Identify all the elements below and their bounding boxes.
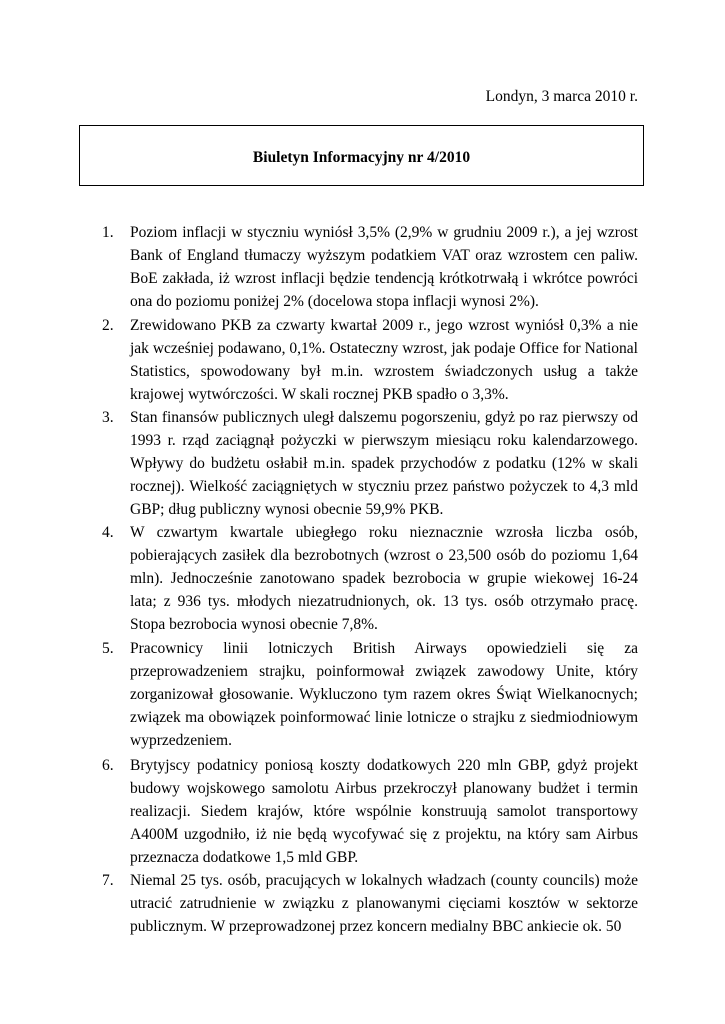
list-item xyxy=(102,522,638,637)
list-item-text: Niemal 25 tys. osób, pracujących w lokalnych władzach (county councils) może utracić zatrudnienie w związku z planowanymi cięciami kosztów w sektorze publicznym. W przeprowadzonej przez koncern medialny BBC ankiecie ok. 50 xyxy=(130,872,638,935)
list-item-text: Zrewidowano PKB za czwarty kwartał 2009 r., jego wzrost wyniósł 0,3% a nie jak wcześniej podawano, 0,1%. Ostateczny wzrost, jak podaje Office for National Statistics, spowodowany był m.in. wzrostem świadczonych usług a także krajowej wytwórczości. W skali rocznej PKB spadło o 3,3%. xyxy=(130,317,638,403)
list-item-number: 3. xyxy=(102,409,114,426)
list-item-number: 2. xyxy=(102,317,114,334)
list-item xyxy=(102,222,638,314)
document-date: Londyn, 3 marca 2010 r. xyxy=(485,88,638,105)
list-item xyxy=(102,407,638,522)
list-item xyxy=(102,870,638,939)
list-item-number: 4. xyxy=(102,524,114,541)
document-title: Biuletyn Informacyjny nr 4/2010 xyxy=(252,149,471,166)
list-item-text: Pracownicy linii lotniczych British Airways opowiedzieli się za przeprowadzeniem strajku, poinformował związek zawodowy Unite, który zorganizował głosowanie. Wykluczono tym razem okres Świąt Wielkanocnych; związek ma obowiązek poinformować linie lotnicze o strajku z siedmiodniowym wyprzedzeniem. xyxy=(130,640,638,749)
list-item-text: Poziom inflacji w styczniu wyniósł 3,5% (2,9% w grudniu 2009 r.), a jej wzrost Bank of England tłumaczy wyższym podatkiem VAT oraz wzrostem cen paliw. BoE zakłada, iż wzrost inflacji będzie tendencją krótkotrwałą i wkrótce powróci ona do poziomu poniżej 2% (docelowa stopa inflacji wynosi 2%). xyxy=(130,224,638,310)
list-item-text: Brytyjscy podatnicy poniosą koszty dodatkowych 220 mln GBP, gdyż projekt budowy wojskowego samolotu Airbus przekroczył planowany budżet i termin realizacji. Siedem krajów, które wspólnie konstruują samolot transportowy A400M uzgodniło, iż nie będą wycofywać się z projektu, na który sam Airbus przeznacza dodatkowe 1,5 mld GBP. xyxy=(130,757,638,866)
list-item-text: W czwartym kwartale ubiegłego roku nieznacznie wzrosła liczba osób, pobierających zasiłek dla bezrobotnych (wzrost o 23,500 osób do poziomu 1,64 mln). Jednocześnie zanotowano spadek bezrobocia w grupie wiekowej 16-24 lata; z 936 tys. młodych niezatrudnionych, ok. 13 tys. osób otrzymało pracę. Stopa bezrobocia wynosi obecnie 7,8%. xyxy=(130,524,638,633)
list-item xyxy=(102,755,638,870)
list-item-number: 5. xyxy=(102,640,114,657)
title-box xyxy=(79,125,644,186)
list-item xyxy=(102,315,638,407)
list-item-number: 6. xyxy=(102,757,114,774)
list-item-number: 7. xyxy=(102,872,114,889)
list-item xyxy=(102,638,638,753)
list-item-text: Stan finansów publicznych uległ dalszemu pogorszeniu, gdyż po raz pierwszy od 1993 r. rząd zaciągnął pożyczki w pierwszym miesiącu roku kalendarzowego. Wpływy do budżetu osłabił m.in. spadek przychodów z podatku (12% w skali rocznej). Wielkość zaciągniętych w styczniu przez państwo pożyczek to 4,3 mld GBP; dług publiczny wynosi obecnie 59,9% PKB. xyxy=(130,409,638,518)
list-item-number: 1. xyxy=(102,224,114,241)
